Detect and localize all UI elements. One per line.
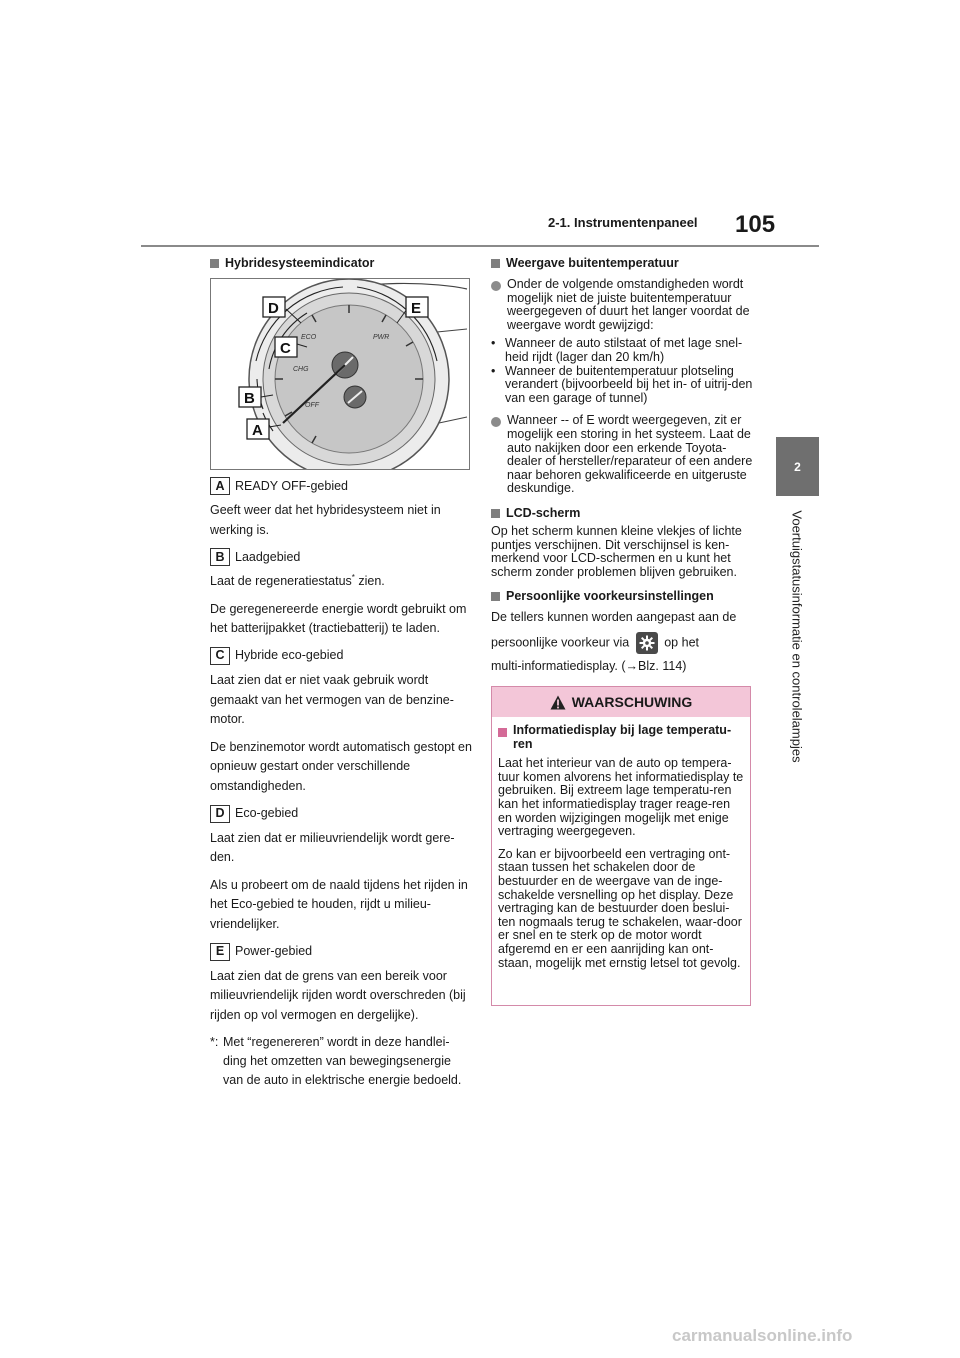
hybrid-indicator-figure [210,278,470,470]
item-d-text-1: Laat zien dat er milieuvriendelijk wordt gere-den. [210,830,455,865]
temperature-heading-text: Weergave buitentemperatuur [506,256,679,270]
warning-triangle-icon [550,695,566,710]
personal-heading-text: Persoonlijke voorkeursinstellingen [506,589,714,604]
item-d-text-2: Als u probeert om de naald tijdens het rijden in het Eco-gebied te houden, rijdt u milieu-vriendelijker. [210,877,468,931]
page-number: 105 [735,211,776,238]
warning-heading-text: Informatiedisplay bij lage temperatu-ren [513,723,732,751]
gear-icon [636,632,658,654]
personal-line-3: multi-informatiedisplay. (→Blz. 114) [491,659,687,674]
left-column [210,255,472,1090]
svg-text:PWR: PWR [373,334,390,341]
section-heading-personal [491,588,754,605]
item-b-title [210,548,472,566]
item-c-text-1: Laat zien dat er niet vaak gebruik wordt gemaakt van het vermogen van de benzine-motor. [210,672,454,727]
list-item: • Wanneer de buitentemperatuur plotseling verandert (bijvoorbeeld bij het in- of uitrij-den van een garage of tunnel) [491,363,753,405]
svg-text:OFF: OFF [305,402,319,409]
circle-bullet-icon [491,281,501,291]
figure-label-c: C [280,340,291,357]
header-section-title: 2-1. Instrumentenpaneel [548,215,698,230]
item-b-text-1: Laat de regeneratiestatus* zien. [210,573,385,589]
item-b-text-2: De geregenereerde energie wordt gebruikt om het batterijpakket (tractiebatterij) te laden. [210,601,467,636]
item-a-label: READY OFF-gebied [235,478,349,493]
svg-text:ECO: ECO [301,334,317,341]
footnote-mark: *: [210,1035,219,1050]
page-reference-link[interactable]: Blz. 114) [638,659,687,674]
item-e-text-1: Laat zien dat de grens van een bereik voor milieuvriendelijk rijden wordt overschreden (bij rijden op vol vermogen en dergelijke). [210,968,466,1022]
badge-b: B [210,548,230,566]
right-column [491,255,754,677]
section-heading-hybrid [210,255,472,272]
warning-paragraph-2: Zo kan er bijvoorbeeld een vertraging ont-staan tussen het schakelen door de bestuurder en de weergave van de inge-schakelde versnelling op het display. Deze vertraging kan de bestuurder doen beslui-ten nogmaals terug te schakelen, waar-door er snel en te sterk op de motor wordt afgeremd en er een aanrijding kan ont-staan, mogelijk met ernstig letsel tot gevolg. [498,846,742,970]
lcd-heading-text: LCD-scherm [506,505,581,520]
list-item: • Wanneer de auto stilstaat of met lage snel-heid rijdt (lager dan 20 km/h) [491,336,743,364]
square-bullet-icon [210,259,219,268]
section-heading-lcd [491,505,754,522]
figure-label-d: D [268,300,279,317]
square-bullet-icon [491,592,500,601]
figure-label-b: B [244,390,255,407]
personal-line-1: De tellers kunnen worden aangepast aan de [491,610,737,625]
item-c-label: Hybride eco-gebied [235,648,344,663]
lcd-text: Op het scherm kunnen kleine vlekjes of lichte puntjes verschijnen. Dit verschijnsel is ken-merkend voor LCD-schermen en u kunt het scherm zonder problemen blijven gebruiken. [491,523,742,579]
item-a-title [210,477,472,495]
item-d-label: Eco-gebied [235,806,299,821]
arrow-icon: → [625,659,639,674]
temperature-bullet-1 [491,278,754,332]
item-a-text: Geeft weer dat het hybridesysteem niet in werking is. [210,503,441,537]
badge-e: E [210,943,230,961]
figure-label-a: A [252,422,263,439]
section-heading-temperature [491,255,754,272]
warning-header [492,687,750,717]
warning-paragraph-1: Laat het interieur van de auto op tempera-tuur komen alvorens het informatiedisplay te gebruiken. Bij extreem lage temperatu-ren kan het informatiedisplay trager reage-ren en worden wijzigingen mogelijk met enige vertraging weergegeven. [498,756,744,839]
chapter-title-text: Voertuigstatusinformatie en controlelampjes [789,509,805,763]
badge-a: A [210,477,230,495]
temperature-conditions-list [491,337,754,405]
warning-heading [498,724,744,751]
item-d-title [210,805,472,823]
hybrid-heading-text: Hybridesysteemindicator [225,256,375,270]
temperature-intro: Onder de volgende omstandigheden wordt mogelijk niet de juiste buitentemperatuur weergegeven of duurt het langer voordat de weergave wordt gewijzigd: [507,277,750,332]
footnote-text: Met “regenereren” wordt in deze handlei-ding het omzetten van bewegingsenergie van de auto in elektrische energie bedoeld. [223,1035,462,1088]
item-c-text-2: De benzinemotor wordt automatisch gestopt en opnieuw gestart onder verschillende omstandigheden. [210,739,472,793]
hybrid-gauge-illustration [211,279,469,469]
footnote [210,1033,472,1090]
item-e-label: Power-gebied [235,944,313,958]
warning-box [491,686,751,1006]
temperature-bullet-2 [491,414,754,496]
square-bullet-icon [491,509,500,518]
watermark: carmanualsonline.info [672,1326,853,1345]
square-bullet-icon [491,259,500,268]
chapter-tab-number: 2 [794,459,801,474]
chapter-tab[interactable] [776,437,819,496]
header-rule [141,245,819,247]
item-b-label: Laadgebied [235,549,301,564]
svg-text:CHG: CHG [293,366,309,373]
square-bullet-icon [498,728,507,737]
item-c-title [210,647,472,665]
warning-title: WAARSCHUWING [571,694,693,710]
item-e-title [210,943,472,961]
circle-bullet-icon [491,417,501,427]
badge-c: C [210,647,230,665]
personal-line-2: persoonlijke voorkeur via op het [491,632,754,654]
figure-label-e: E [411,300,422,317]
footnote-ref: * [351,573,355,583]
temperature-fault-text: Wanneer -- of E wordt weergegeven, zit er mogelijk een storing in het systeem. Laat de auto nakijken door een erkende Toyota-dealer of hersteller/reparateur of een andere naar behoren gekwalificeerde en uitgeruste deskundige. [507,413,753,496]
badge-d: D [210,805,230,823]
